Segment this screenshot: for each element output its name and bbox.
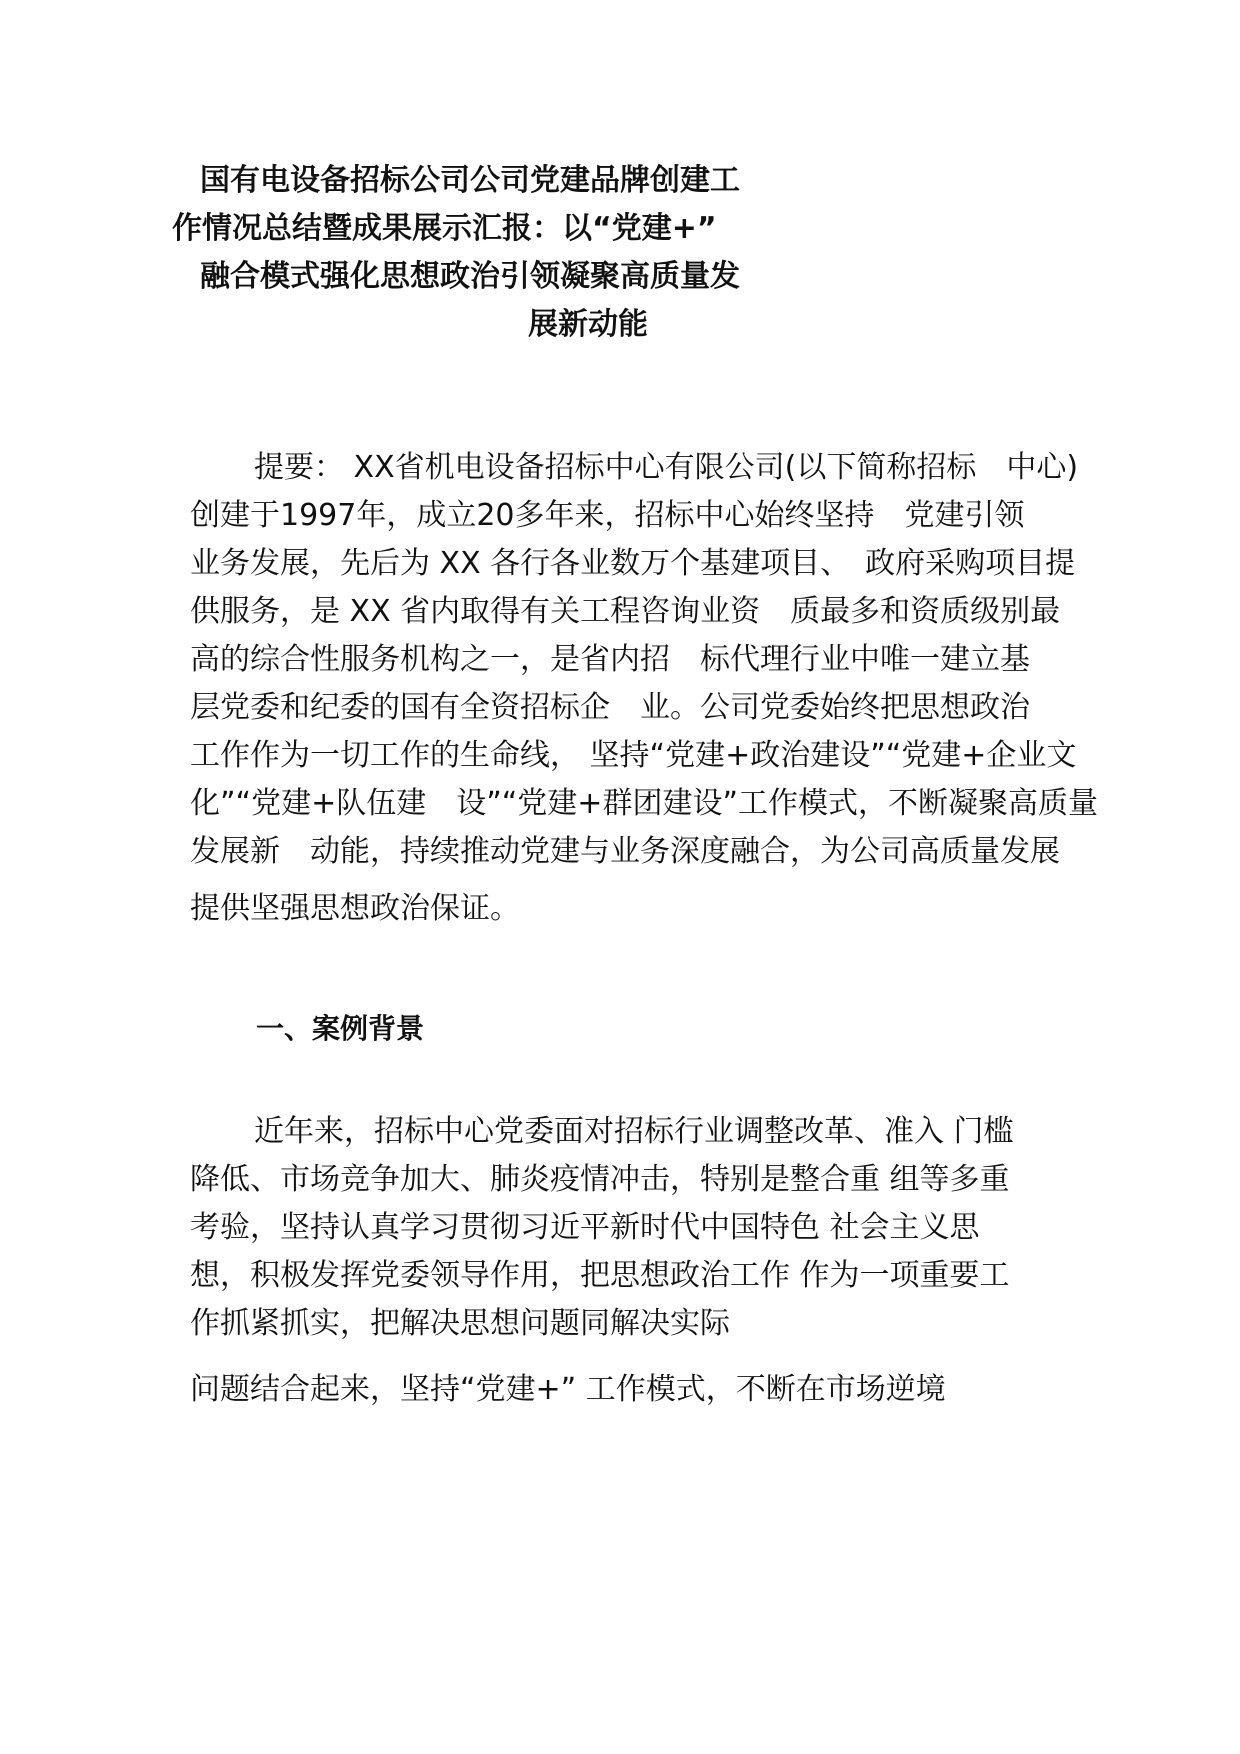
abstract-line: 化”“党建+队伍建 设”“党建+群团建设”工作模式，不断凝聚高质量	[190, 786, 1098, 821]
abstract-line: 提要： XX省机电设备招标中心有限公司(以下简称招标 中心)	[254, 450, 1079, 485]
title-line-1: 国有电设备招标公司公司党建品牌创建工	[200, 163, 740, 198]
abstract-line: 供服务，是 XX 省内取得有关工程咨询业资 质最多和资质级别最	[190, 594, 1061, 629]
abstract-line: 业务发展，先后为 XX 各行各业数万个基建项目、 政府采购项目提	[190, 546, 1076, 581]
title-line-3: 融合模式强化思想政治引领凝聚高质量发	[200, 259, 740, 294]
title-line-4: 展新动能	[528, 307, 648, 342]
section-line: 想，积极发挥党委领导作用，把思想政治工作 作为一项重要工	[190, 1258, 1010, 1293]
abstract-line: 层党委和纪委的国有全资招标企 业。公司党委始终把思想政治	[190, 690, 1030, 725]
section-heading: 一、案例背景	[256, 1012, 425, 1045]
abstract-line: 创建于1997年，成立20多年来，招标中心始终坚持 党建引领	[190, 498, 1025, 533]
abstract-line: 工作作为一切工作的生命线， 坚持“党建+政治建设”“党建+企业文	[190, 738, 1077, 773]
abstract-line: 发展新 动能，持续推动党建与业务深度融合，为公司高质量发展	[190, 834, 1060, 869]
section-line: 问题结合起来，坚持“党建+” 工作模式，不断在市场逆境	[190, 1372, 946, 1407]
section-line: 近年来，招标中心党委面对招标行业调整改革、准入 门槛	[254, 1114, 1014, 1149]
section-line: 降低、市场竞争加大、肺炎疫情冲击，特别是整合重 组等多重	[190, 1162, 1010, 1197]
abstract-line: 高的综合性服务机构之一，是省内招 标代理行业中唯一建立基	[190, 642, 1030, 677]
section-line: 作抓紧抓实，把解决思想问题同解决实际	[190, 1306, 730, 1341]
section-line: 考验，坚持认真学习贯彻习近平新时代中国特色 社会主义思	[190, 1210, 980, 1245]
title-line-2: 作情况总结暨成果展示汇报：以“党建+”	[172, 211, 717, 246]
abstract-line: 提供坚强思想政治保证。	[190, 891, 520, 926]
